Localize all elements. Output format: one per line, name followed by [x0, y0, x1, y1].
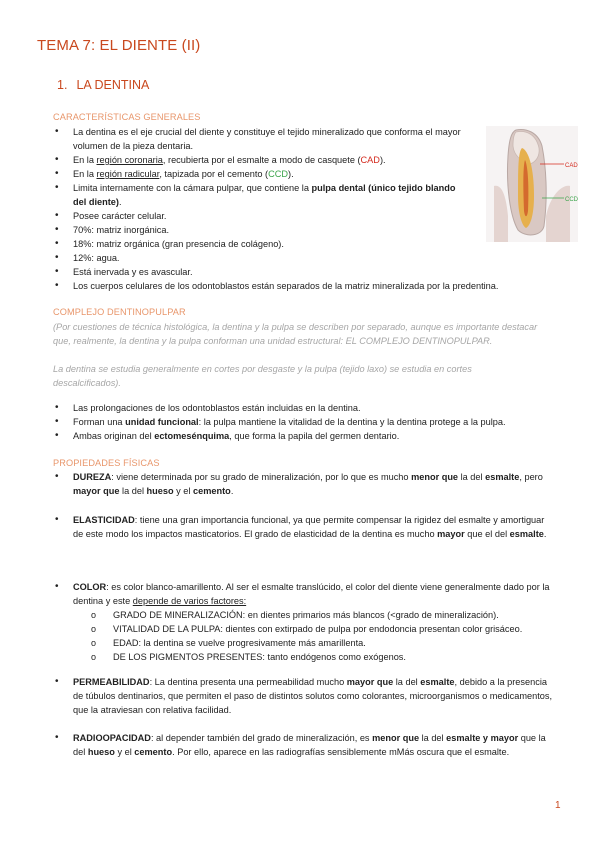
- figure-label-cad: CAD: [565, 163, 578, 169]
- list-item: • 70%: matriz inorgánica.: [53, 223, 493, 237]
- complejo-note-1: (Por cuestiones de técnica histológica, la dentina y la pulpa se describen por separado, aunque es importante destacar que, realmente, la dentina y la pulpa conforman una unidad estructural: EL COMPLEJO DENTINOPULPAR.: [53, 322, 538, 346]
- list-item: • DUREZA: viene determinada por su grado de mineralización, por lo que es mucho menor que la del esmalte, pero mayor que la del hueso y el cemento.: [53, 470, 553, 498]
- subsection-heading-complejo: COMPLEJO DENTINOPULPAR: [53, 307, 186, 317]
- page-title: TEMA 7: EL DIENTE (II): [37, 37, 201, 54]
- list-item: • Los cuerpos celulares de los odontoblastos están separados de la matriz mineralizada por la predentina.: [53, 279, 573, 293]
- caracteristicas-list: [53, 125, 499, 293]
- list-item: • ELASTICIDAD: tiene una gran importancia funcional, ya que permite compensar la rigidez del esmalte y amortiguar de este modo los impactos masticatorios. El grado de elasticidad de la dentina es mucho mayor que el del esmalte.: [53, 513, 553, 541]
- list-item: • En la región coronaria, recubierta por el esmalte a modo de casquete (CAD).: [53, 153, 493, 167]
- list-item: • 12%: agua.: [53, 251, 493, 265]
- list-item: o GRADO DE MINERALIZACIÓN: en dientes primarios más blancos (<grado de mineralización).: [73, 608, 553, 622]
- list-item: o DE LOS PIGMENTOS PRESENTES: tanto endógenos como exógenos.: [73, 650, 553, 664]
- list-item: • 18%: matriz orgánica (gran presencia de colágeno).: [53, 237, 493, 251]
- section-heading: [57, 78, 149, 92]
- list-item: • PERMEABILIDAD: La dentina presenta una permeabilidad mucho mayor que la del esmalte, debido a la presencia de túbulos dentinarios, que permiten el paso de distintos solutos como colorantes, microorganismos o medicamentos, que la atraviesan con relativa facilidad.: [53, 675, 553, 717]
- subsection-heading-caracteristicas: CARACTERÍSTICAS GENERALES: [53, 112, 201, 122]
- section-number: 1.: [57, 78, 68, 92]
- propiedad-elasticidad: [53, 513, 553, 541]
- list-item: • Limita internamente con la cámara pulpar, que contiene la pulpa dental (único tejido blando del diente).: [53, 181, 463, 209]
- list-item: • Está inervada y es avascular.: [53, 265, 493, 279]
- page-number: 1: [555, 800, 561, 811]
- list-item: • Ambas originan del ectomesénquima, que forma la papila del germen dentario.: [53, 429, 573, 443]
- list-item: • Posee carácter celular.: [53, 209, 493, 223]
- propiedad-dureza: [53, 470, 553, 498]
- list-item: • RADIOOPACIDAD: al depender también del grado de mineralización, es menor que la del esmalte y mayor que la del hueso y el cemento. Por ello, aparece en las radiografías sensiblemente mMás oscura que el esmalte.: [53, 731, 553, 759]
- list-item: • Forman una unidad funcional: la pulpa mantiene la vitalidad de la dentina y la dentina protege a la pulpa.: [53, 415, 573, 429]
- propiedad-permeabilidad: [53, 675, 553, 717]
- figure-label-ccd: CCD: [565, 197, 578, 203]
- list-item: • COLOR: es color blanco-amarillento. Al ser el esmalte translúcido, el color del diente viene generalmente dado por la dentina y este depende de varios factores: o GRADO DE MINERALIZACIÓN: en dientes primarios más blancos (<grado de mineralización). o VITALIDAD DE LA PULPA: dientes con extirpado de pulpa por endodoncia presentan color grisáceo. o EDAD: la dentina se vuelve progresivamente más amarillenta. o DE LOS PIGMENTOS PRESENTES: tanto endógenos como exógenos.: [53, 580, 553, 664]
- tooth-diagram: [486, 126, 578, 242]
- complejo-note-2: La dentina se estudia generalmente en cortes por desgaste y la pulpa (tejido laxo) se estudia en cortes descalcificados).: [53, 364, 472, 388]
- list-item: • La dentina es el eje crucial del diente y constituye el tejido mineralizado que conforma el mayor volumen de la pieza dentaria.: [53, 125, 483, 153]
- list-item: o VITALIDAD DE LA PULPA: dientes con extirpado de pulpa por endodoncia presentan color grisáceo.: [73, 622, 553, 636]
- list-item: o EDAD: la dentina se vuelve progresivamente más amarillenta.: [73, 636, 553, 650]
- propiedad-radioopacidad: [53, 731, 553, 759]
- color-factors-list: [73, 608, 553, 664]
- subsection-heading-propiedades: PROPIEDADES FÍSICAS: [53, 458, 160, 468]
- complejo-list: [53, 401, 573, 443]
- list-item: • Las prolongaciones de los odontoblastos están incluidas en la dentina.: [53, 401, 573, 415]
- section-title: LA DENTINA: [76, 78, 150, 92]
- propiedad-color: [53, 580, 553, 664]
- list-item: • En la región radicular, tapizada por el cemento (CCD).: [53, 167, 493, 181]
